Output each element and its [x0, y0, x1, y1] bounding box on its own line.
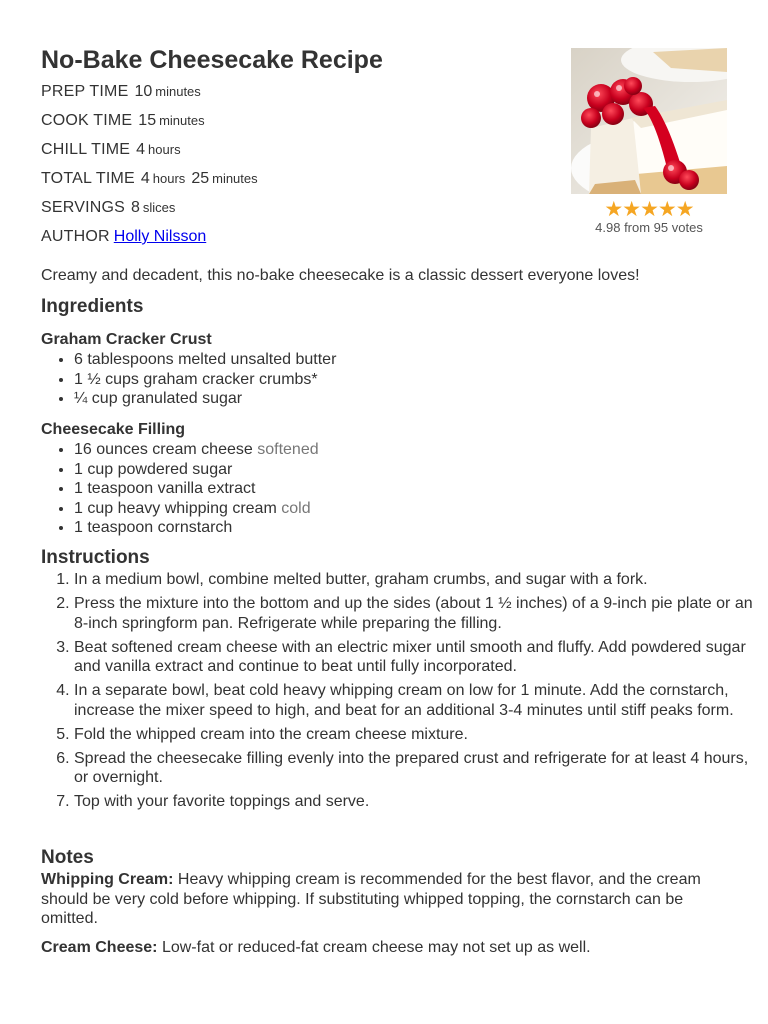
cook-time-value: 15	[138, 112, 157, 129]
cook-time-row	[41, 111, 258, 140]
author-link[interactable]: Holly Nilsson	[113, 228, 207, 245]
recipe-title: No-Bake Cheesecake Recipe	[41, 46, 383, 74]
chill-time-unit: hours	[148, 142, 181, 157]
ingredient-text: 1 teaspoon cornstarch	[74, 519, 233, 536]
ingredient-text: 1 cup heavy whipping cream	[74, 499, 277, 517]
total-time-row	[41, 169, 258, 198]
ingredient-item	[74, 389, 336, 409]
note-text: Low-fat or reduced-fat cream cheese may not set up as well.	[157, 938, 591, 956]
instruction-step: 4. In a separate bowl, beat cold heavy whipping cream on low for 1 minute. Add the cornstarch, increase the mixer speed to high, and beat for an additional 3-4 minutes until stiff peaks form.	[74, 681, 764, 720]
instruction-step: 3. Beat softened cream cheese with an electric mixer until smooth and fluffy. Add powdered sugar and vanilla extract and continue to beat until fully incorporated.	[74, 638, 764, 677]
ingredient-text: ¼ cup granulated sugar	[74, 390, 243, 407]
total-time-hours-value: 4	[140, 170, 150, 187]
recipe-rating[interactable]	[571, 200, 727, 235]
total-time-minutes-value: 25	[191, 170, 210, 187]
recipe-meta	[41, 82, 258, 256]
total-time-label: TOTAL TIME	[41, 170, 135, 187]
recipe-photo[interactable]	[571, 48, 727, 194]
ingredient-item	[74, 499, 319, 519]
instruction-list	[41, 570, 764, 816]
instruction-step: 1. In a medium bowl, combine melted butter, graham crumbs, and sugar with a fork.	[74, 570, 764, 590]
ingredient-group-filling	[41, 420, 319, 538]
prep-time-row	[41, 82, 258, 111]
note-label: Cream Cheese:	[41, 938, 158, 956]
ingredient-item	[74, 370, 336, 390]
ingredient-text: 16 ounces cream cheese	[74, 441, 253, 458]
notes-heading: Notes	[41, 847, 94, 868]
ingredient-text: 1 ½ cups graham cracker crumbs*	[74, 370, 318, 388]
cook-time-label: COOK TIME	[41, 112, 133, 129]
ingredient-item	[74, 479, 319, 499]
note-label: Whipping Cream:	[41, 871, 174, 888]
ingredient-text: 1 cup powdered sugar	[74, 460, 233, 478]
chill-time-value: 4	[136, 141, 146, 158]
ingredient-item	[74, 440, 319, 460]
author-row	[41, 227, 258, 256]
ingredient-text: 6 tablespoons melted unsalted butter	[74, 351, 337, 368]
ingredient-item	[74, 350, 336, 370]
note-text: Heavy whipping cream is recommended for the best flavor, and the cream should be very cold before whipping. If substituting whipped topping, the cornstarch can be omitted.	[41, 871, 701, 928]
ingredient-note: softened	[257, 441, 319, 458]
ingredient-note: cold	[281, 499, 311, 517]
total-time-hours-unit: hours	[152, 171, 186, 186]
instruction-step: 6. Spread the cheesecake filling evenly into the prepared crust and refrigerate for at least 4 hours, or overnight.	[74, 749, 764, 788]
ingredient-group-title: Graham Cracker Crust	[41, 331, 212, 348]
ingredient-group-title: Cheesecake Filling	[41, 421, 186, 438]
servings-value: 8	[131, 199, 140, 216]
note-cream-cheese	[41, 938, 731, 958]
ingredient-item	[74, 518, 319, 538]
servings-row	[41, 198, 258, 227]
ingredient-list	[41, 350, 336, 409]
prep-time-label: PREP TIME	[41, 83, 129, 100]
notes-section	[41, 870, 731, 966]
recipe-summary: Creamy and decadent, this no-bake cheesecake is a classic dessert everyone loves!	[41, 267, 640, 284]
instruction-step: 5. Fold the whipped cream into the cream cheese mixture.	[74, 725, 764, 745]
star-rating-icon[interactable]: ★★★★★	[604, 198, 694, 221]
prep-time-value: 10	[134, 83, 153, 100]
cook-time-unit: minutes	[159, 113, 205, 128]
note-whipping-cream	[41, 870, 731, 929]
servings-label: SERVINGS	[41, 199, 125, 216]
ingredient-text: 1 teaspoon vanilla extract	[74, 480, 256, 497]
ingredients-heading: Ingredients	[41, 296, 144, 317]
ingredient-item	[74, 460, 319, 480]
cheesecake-image	[571, 48, 727, 194]
ingredient-group-crust	[41, 330, 336, 409]
ingredient-list	[41, 440, 319, 538]
prep-time-unit: minutes	[155, 84, 201, 99]
instruction-step: 2. Press the mixture into the bottom and up the sides (about 1 ½ inches) of a 9-inch pie plate or an 8-inch springform pan. Refrigerate while preparing the filling.	[74, 594, 764, 633]
rating-votes-text: 4.98 from 95 votes	[595, 220, 703, 235]
total-time-minutes-unit: minutes	[212, 171, 258, 186]
chill-time-label: CHILL TIME	[41, 141, 131, 158]
chill-time-row	[41, 140, 258, 169]
servings-unit: slices	[142, 200, 176, 215]
instruction-step: 7. Top with your favorite toppings and serve.	[74, 792, 764, 812]
instructions-heading: Instructions	[41, 547, 150, 568]
author-label: AUTHOR	[41, 228, 110, 245]
